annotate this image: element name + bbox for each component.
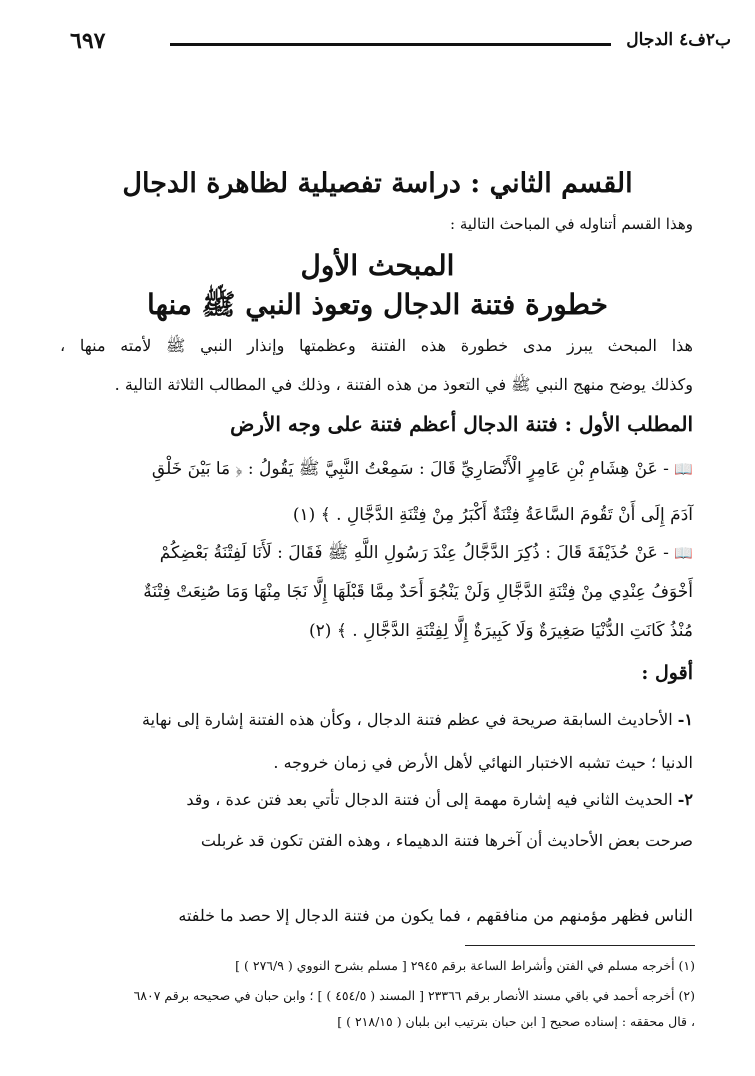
mabhath-subtitle: خطورة فتنة الدجال وتعوذ النبي ﷺ منها xyxy=(147,288,608,321)
mabhath-intro-line: وكذلك يوضح منهج النبي ﷺ في التعوذ من هذه الفتنة ، وذلك في المطالب الثلاثة التالية . xyxy=(114,375,693,394)
matlab-title: المطلب الأول : فتنة الدجال أعظم فتنة على وجه الأرض xyxy=(230,412,693,436)
point-2-line: الناس فظهر مؤمنهم من منافقهم ، فما يكون من فتنة الدجال إلا حصد ما خلفته xyxy=(178,906,693,925)
point-2-line: صرحت بعض الأحاديث أن آخرها فتنة الدهيماء ، وهذه الفتن تكون قد غربلت xyxy=(200,831,693,850)
hadith-1-line xyxy=(60,458,693,483)
mabhath-title: المبحث الأول xyxy=(300,249,455,282)
hadith-1-line: آدَمَ إِلَى أَنْ تَقُومَ السَّاعَةُ فِتْنَةٌ أَكْبَرُ مِنْ فِتْنَةِ الدَّجَّالِ . ﴾ (١) xyxy=(292,505,693,525)
section-title: القسم الثاني : دراسة تفصيلية لظاهرة الدجال xyxy=(122,168,633,199)
point-number: ١- xyxy=(677,710,693,729)
footnote: ، قال محققه : إسناده صحيح [ ابن حبان بترتيب ابن بلبان ( ٢١٨/١٥ ) ] xyxy=(337,1014,695,1029)
aqul-heading: أقول : xyxy=(641,662,693,684)
hadith-text: - عَنْ حُذَيْفَةَ قَالَ : ذُكِرَ الدَّجَّالُ عِنْدَ رَسُولِ اللَّهِ ﷺ فَقَالَ : لَأَنَا لَفِتْنَةُ بَعْضِكُمْ xyxy=(159,543,669,563)
point-number: ٢- xyxy=(677,790,693,809)
page-number: ٦٩٧ xyxy=(70,28,106,54)
point-2-line xyxy=(60,790,693,809)
book-icon: 📖 xyxy=(674,544,693,562)
point-text: الحديث الثاني فيه إشارة مهمة إلى أن فتنة الدجال تأتي بعد فتن عدة ، وقد xyxy=(186,790,673,809)
running-header xyxy=(70,28,731,58)
hadith-text: - عَنْ هِشَامِ بْنِ عَامِرٍ الْأَنْصَارِيِّ قَالَ : سَمِعْتُ النَّبِيَّ ﷺ يَقُولُ : ﴿ مَا بَيْنَ خَلْقِ xyxy=(151,459,669,479)
section-intro: وهذا القسم أتناوله في المباحث التالية : xyxy=(450,215,693,233)
point-text: الأحاديث السابقة صريحة في عظم فتنة الدجال ، وكأن هذه الفتنة إشارة إلى نهاية xyxy=(142,710,673,729)
point-1-line xyxy=(60,710,693,729)
chapter-label: ب٢ف٤ الدجال xyxy=(626,30,731,50)
hadith-2-line: مُنْذُ كَانَتِ الدُّنْيَا صَغِيرَةٌ وَلَا كَبِيرَةٌ إِلَّا لِفِتْنَةِ الدَّجَّالِ . ﴾ (٢) xyxy=(309,621,693,641)
footnote: (٢) أخرجه أحمد في باقي مسند الأنصار برقم ٢٣٣٦٦ [ المسند ( ٤٥٤/٥ ) ] ؛ وابن حبان في صحيحه برقم ٦٨٠٧ xyxy=(133,988,695,1003)
hadith-2-line xyxy=(60,542,693,567)
header-rule xyxy=(170,43,611,46)
point-1-line: الدنيا ؛ حيث تشبه الاختبار النهائي لأهل الأرض في زمان خروجه . xyxy=(273,753,693,772)
mabhath-intro-line: هذا المبحث يبرز مدى خطورة هذه الفتنة وعظمتها وإنذار النبي ﷺ لأمته منها ، xyxy=(60,336,693,355)
footnote: (١) أخرجه مسلم في الفتن وأشراط الساعة برقم ٢٩٤٥ [ مسلم بشرح النووي ( ٢٧٦/٩ ) ] xyxy=(235,958,695,973)
footnote-separator xyxy=(465,945,695,946)
book-icon: 📖 xyxy=(674,460,693,478)
hadith-2-line: أَخْوَفُ عِنْدِي مِنْ فِتْنَةِ الدَّجَّالِ وَلَنْ يَنْجُوَ أَحَدٌ مِمَّا قَبْلَهَا إِلَّا نَجَا مِنْهَا وَمَا صُنِعَتْ فِتْنَةٌ xyxy=(143,582,693,602)
